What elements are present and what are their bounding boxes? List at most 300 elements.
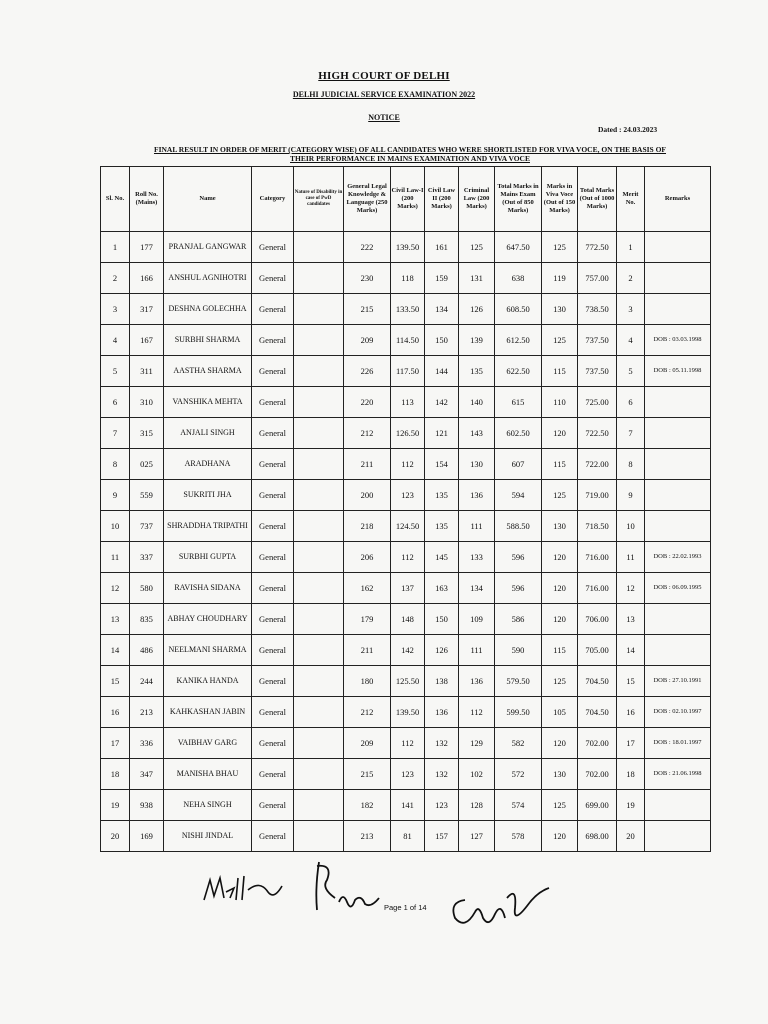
remarks-cell [645, 418, 711, 449]
col-merit-no-header: Merit No. [617, 167, 645, 232]
category-cell: General [252, 573, 294, 604]
civil-law-2-cell: 157 [425, 821, 459, 852]
sl-no-cell: 11 [101, 542, 130, 573]
merit-no-cell: 7 [617, 418, 645, 449]
criminal-law-cell: 125 [459, 232, 495, 263]
roll-no-cell: 337 [130, 542, 164, 573]
roll-no-cell: 580 [130, 573, 164, 604]
name-cell: KANIKA HANDA [164, 666, 252, 697]
roll-no-cell: 486 [130, 635, 164, 666]
roll-no-cell: 177 [130, 232, 164, 263]
merit-no-cell: 17 [617, 728, 645, 759]
civil-law-2-cell: 135 [425, 480, 459, 511]
total-mains-cell: 578 [495, 821, 542, 852]
merit-no-cell: 4 [617, 325, 645, 356]
merit-no-cell: 14 [617, 635, 645, 666]
viva-voce-cell: 120 [542, 728, 578, 759]
category-cell: General [252, 542, 294, 573]
civil-law-1-cell: 123 [391, 759, 425, 790]
viva-voce-cell: 115 [542, 635, 578, 666]
criminal-law-cell: 131 [459, 263, 495, 294]
merit-no-cell: 12 [617, 573, 645, 604]
category-cell: General [252, 728, 294, 759]
disability-cell [294, 604, 344, 635]
remarks-cell: DOB : 03.03.1998 [645, 325, 711, 356]
merit-no-cell: 9 [617, 480, 645, 511]
roll-no-cell: 244 [130, 666, 164, 697]
civil-law-2-cell: 121 [425, 418, 459, 449]
table-row [101, 511, 711, 542]
merit-no-cell: 10 [617, 511, 645, 542]
name-cell: ARADHANA [164, 449, 252, 480]
civil-law-2-cell: 161 [425, 232, 459, 263]
civil-law-1-cell: 139.50 [391, 697, 425, 728]
sl-no-cell: 14 [101, 635, 130, 666]
table-row [101, 449, 711, 480]
sl-no-cell: 12 [101, 573, 130, 604]
name-cell: ANSHUL AGNIHOTRI [164, 263, 252, 294]
civil-law-1-cell: 139.50 [391, 232, 425, 263]
name-cell: PRANJAL GANGWAR [164, 232, 252, 263]
remarks-cell [645, 635, 711, 666]
category-cell: General [252, 263, 294, 294]
merit-no-cell: 15 [617, 666, 645, 697]
civil-law-2-cell: 132 [425, 759, 459, 790]
table-row [101, 697, 711, 728]
criminal-law-cell: 112 [459, 697, 495, 728]
civil-law-1-cell: 117.50 [391, 356, 425, 387]
remarks-cell: DOB : 21.06.1998 [645, 759, 711, 790]
name-cell: VANSHIKA MEHTA [164, 387, 252, 418]
disability-cell [294, 790, 344, 821]
civil-law-1-cell: 125.50 [391, 666, 425, 697]
viva-voce-cell: 130 [542, 294, 578, 325]
remarks-cell [645, 480, 711, 511]
total-marks-cell: 702.00 [578, 759, 617, 790]
remarks-cell [645, 232, 711, 263]
name-cell: MANISHA BHAU [164, 759, 252, 790]
total-mains-cell: 582 [495, 728, 542, 759]
table-row [101, 325, 711, 356]
col-disability-header: Nature of Disability in case of PwD candidates [294, 167, 344, 232]
viva-voce-cell: 115 [542, 356, 578, 387]
col-viva-voce-header: Marks in Viva Voce (Out of 150 Marks) [542, 167, 578, 232]
name-cell: ABHAY CHOUDHARY [164, 604, 252, 635]
category-cell: General [252, 697, 294, 728]
civil-law-2-cell: 154 [425, 449, 459, 480]
merit-no-cell: 19 [617, 790, 645, 821]
criminal-law-cell: 136 [459, 480, 495, 511]
disability-cell [294, 666, 344, 697]
table-row [101, 790, 711, 821]
name-cell: ANJALI SINGH [164, 418, 252, 449]
col-name-header: Name [164, 167, 252, 232]
civil-law-1-cell: 118 [391, 263, 425, 294]
total-marks-cell: 698.00 [578, 821, 617, 852]
category-cell: General [252, 356, 294, 387]
remarks-cell: DOB : 02.10.1997 [645, 697, 711, 728]
notice-title: NOTICE [368, 113, 400, 122]
civil-law-2-cell: 144 [425, 356, 459, 387]
col-total-marks-header: Total Marks (Out of 1000 Marks) [578, 167, 617, 232]
general-legal-cell: 182 [344, 790, 391, 821]
sl-no-cell: 18 [101, 759, 130, 790]
sl-no-cell: 3 [101, 294, 130, 325]
table-row [101, 480, 711, 511]
total-mains-cell: 607 [495, 449, 542, 480]
category-cell: General [252, 604, 294, 635]
criminal-law-cell: 111 [459, 511, 495, 542]
disability-cell [294, 232, 344, 263]
col-civil-law-2-header: Civil Law II (200 Marks) [425, 167, 459, 232]
civil-law-2-cell: 159 [425, 263, 459, 294]
name-cell: SUKRITI JHA [164, 480, 252, 511]
signature-3 [445, 878, 555, 938]
remarks-cell [645, 263, 711, 294]
general-legal-cell: 200 [344, 480, 391, 511]
total-marks-cell: 704.50 [578, 666, 617, 697]
disability-cell [294, 759, 344, 790]
sl-no-cell: 7 [101, 418, 130, 449]
civil-law-1-cell: 124.50 [391, 511, 425, 542]
category-cell: General [252, 232, 294, 263]
roll-no-cell: 317 [130, 294, 164, 325]
sl-no-cell: 20 [101, 821, 130, 852]
table-row [101, 604, 711, 635]
viva-voce-cell: 125 [542, 666, 578, 697]
merit-no-cell: 6 [617, 387, 645, 418]
total-marks-cell: 718.50 [578, 511, 617, 542]
criminal-law-cell: 127 [459, 821, 495, 852]
roll-no-cell: 315 [130, 418, 164, 449]
remarks-cell: DOB : 06.09.1995 [645, 573, 711, 604]
total-mains-cell: 596 [495, 573, 542, 604]
civil-law-1-cell: 113 [391, 387, 425, 418]
total-mains-cell: 612.50 [495, 325, 542, 356]
final-result-line-2: THEIR PERFORMANCE IN MAINS EXAMINATION AND VIVA VOCE [290, 154, 530, 163]
total-mains-cell: 594 [495, 480, 542, 511]
civil-law-1-cell: 133.50 [391, 294, 425, 325]
col-general-legal-header: General Legal Knowledge & Language (250 Marks) [344, 167, 391, 232]
total-mains-cell: 622.50 [495, 356, 542, 387]
disability-cell [294, 635, 344, 666]
disability-cell [294, 728, 344, 759]
viva-voce-cell: 105 [542, 697, 578, 728]
criminal-law-cell: 135 [459, 356, 495, 387]
name-cell: SURBHI SHARMA [164, 325, 252, 356]
civil-law-2-cell: 150 [425, 325, 459, 356]
disability-cell [294, 480, 344, 511]
table-row [101, 356, 711, 387]
criminal-law-cell: 133 [459, 542, 495, 573]
total-marks-cell: 737.50 [578, 356, 617, 387]
disability-cell [294, 449, 344, 480]
sl-no-cell: 5 [101, 356, 130, 387]
total-marks-cell: 737.50 [578, 325, 617, 356]
viva-voce-cell: 120 [542, 542, 578, 573]
total-marks-cell: 702.00 [578, 728, 617, 759]
category-cell: General [252, 666, 294, 697]
total-mains-cell: 574 [495, 790, 542, 821]
disability-cell [294, 697, 344, 728]
table-row [101, 418, 711, 449]
remarks-cell [645, 604, 711, 635]
category-cell: General [252, 294, 294, 325]
merit-no-cell: 2 [617, 263, 645, 294]
sl-no-cell: 2 [101, 263, 130, 294]
merit-no-cell: 20 [617, 821, 645, 852]
total-marks-cell: 705.00 [578, 635, 617, 666]
signature-2 [305, 858, 385, 918]
viva-voce-cell: 130 [542, 511, 578, 542]
roll-no-cell: 559 [130, 480, 164, 511]
table-row [101, 542, 711, 573]
general-legal-cell: 222 [344, 232, 391, 263]
roll-no-cell: 167 [130, 325, 164, 356]
final-result-line-1: FINAL RESULT IN ORDER OF MERIT (CATEGORY WISE) OF ALL CANDIDATES WHO WERE SHORTLISTED FOR VIVA VOCE, ON THE BASIS OF [153, 145, 667, 154]
civil-law-1-cell: 148 [391, 604, 425, 635]
signature-1 [200, 870, 295, 915]
merit-no-cell: 8 [617, 449, 645, 480]
category-cell: General [252, 511, 294, 542]
sl-no-cell: 4 [101, 325, 130, 356]
viva-voce-cell: 110 [542, 387, 578, 418]
name-cell: VAIBHAV GARG [164, 728, 252, 759]
remarks-cell: DOB : 22.02.1993 [645, 542, 711, 573]
general-legal-cell: 206 [344, 542, 391, 573]
general-legal-cell: 211 [344, 635, 391, 666]
disability-cell [294, 821, 344, 852]
roll-no-cell: 311 [130, 356, 164, 387]
sl-no-cell: 16 [101, 697, 130, 728]
roll-no-cell: 336 [130, 728, 164, 759]
total-marks-cell: 716.00 [578, 573, 617, 604]
sl-no-cell: 1 [101, 232, 130, 263]
total-mains-cell: 590 [495, 635, 542, 666]
criminal-law-cell: 111 [459, 635, 495, 666]
viva-voce-cell: 130 [542, 759, 578, 790]
criminal-law-cell: 130 [459, 449, 495, 480]
criminal-law-cell: 126 [459, 294, 495, 325]
civil-law-1-cell: 142 [391, 635, 425, 666]
general-legal-cell: 209 [344, 325, 391, 356]
sl-no-cell: 13 [101, 604, 130, 635]
table-row [101, 263, 711, 294]
roll-no-cell: 310 [130, 387, 164, 418]
merit-no-cell: 5 [617, 356, 645, 387]
civil-law-2-cell: 134 [425, 294, 459, 325]
page-number: Page 1 of 14 [384, 903, 427, 912]
total-mains-cell: 572 [495, 759, 542, 790]
table-row [101, 294, 711, 325]
table-row [101, 387, 711, 418]
disability-cell [294, 418, 344, 449]
civil-law-2-cell: 138 [425, 666, 459, 697]
sl-no-cell: 6 [101, 387, 130, 418]
criminal-law-cell: 129 [459, 728, 495, 759]
viva-voce-cell: 120 [542, 418, 578, 449]
general-legal-cell: 180 [344, 666, 391, 697]
criminal-law-cell: 143 [459, 418, 495, 449]
table-header-row [101, 167, 711, 232]
category-cell: General [252, 480, 294, 511]
general-legal-cell: 212 [344, 697, 391, 728]
remarks-cell: DOB : 27.10.1991 [645, 666, 711, 697]
criminal-law-cell: 102 [459, 759, 495, 790]
civil-law-2-cell: 136 [425, 697, 459, 728]
remarks-cell [645, 790, 711, 821]
total-mains-cell: 588.50 [495, 511, 542, 542]
disability-cell [294, 511, 344, 542]
general-legal-cell: 209 [344, 728, 391, 759]
total-mains-cell: 608.50 [495, 294, 542, 325]
roll-no-cell: 025 [130, 449, 164, 480]
name-cell: RAVISHA SIDANA [164, 573, 252, 604]
category-cell: General [252, 325, 294, 356]
viva-voce-cell: 120 [542, 821, 578, 852]
remarks-cell [645, 449, 711, 480]
civil-law-2-cell: 135 [425, 511, 459, 542]
name-cell: AASTHA SHARMA [164, 356, 252, 387]
roll-no-cell: 737 [130, 511, 164, 542]
general-legal-cell: 220 [344, 387, 391, 418]
civil-law-2-cell: 132 [425, 728, 459, 759]
disability-cell [294, 387, 344, 418]
results-table [100, 166, 711, 852]
roll-no-cell: 213 [130, 697, 164, 728]
disability-cell [294, 294, 344, 325]
total-marks-cell: 757.00 [578, 263, 617, 294]
general-legal-cell: 213 [344, 821, 391, 852]
civil-law-1-cell: 112 [391, 728, 425, 759]
viva-voce-cell: 120 [542, 573, 578, 604]
viva-voce-cell: 125 [542, 480, 578, 511]
name-cell: DESHNA GOLECHHA [164, 294, 252, 325]
total-marks-cell: 699.00 [578, 790, 617, 821]
col-remarks-header: Remarks [645, 167, 711, 232]
remarks-cell [645, 511, 711, 542]
disability-cell [294, 325, 344, 356]
total-mains-cell: 647.50 [495, 232, 542, 263]
remarks-cell [645, 294, 711, 325]
sl-no-cell: 17 [101, 728, 130, 759]
civil-law-2-cell: 142 [425, 387, 459, 418]
merit-no-cell: 1 [617, 232, 645, 263]
criminal-law-cell: 140 [459, 387, 495, 418]
table-row [101, 821, 711, 852]
total-mains-cell: 579.50 [495, 666, 542, 697]
civil-law-2-cell: 145 [425, 542, 459, 573]
roll-no-cell: 169 [130, 821, 164, 852]
general-legal-cell: 212 [344, 418, 391, 449]
name-cell: NISHI JINDAL [164, 821, 252, 852]
total-marks-cell: 719.00 [578, 480, 617, 511]
col-civil-law-1-header: Civil Law-I (200 Marks) [391, 167, 425, 232]
sl-no-cell: 15 [101, 666, 130, 697]
sl-no-cell: 10 [101, 511, 130, 542]
col-sl-no-header: Sl. No. [101, 167, 130, 232]
civil-law-1-cell: 137 [391, 573, 425, 604]
remarks-cell: DOB : 18.01.1997 [645, 728, 711, 759]
category-cell: General [252, 418, 294, 449]
merit-no-cell: 16 [617, 697, 645, 728]
roll-no-cell: 835 [130, 604, 164, 635]
viva-voce-cell: 120 [542, 604, 578, 635]
category-cell: General [252, 759, 294, 790]
merit-no-cell: 18 [617, 759, 645, 790]
category-cell: General [252, 821, 294, 852]
civil-law-1-cell: 123 [391, 480, 425, 511]
total-mains-cell: 615 [495, 387, 542, 418]
dated-text: Dated : 24.03.2023 [598, 125, 658, 134]
viva-voce-cell: 119 [542, 263, 578, 294]
total-marks-cell: 704.50 [578, 697, 617, 728]
total-mains-cell: 599.50 [495, 697, 542, 728]
criminal-law-cell: 136 [459, 666, 495, 697]
civil-law-2-cell: 163 [425, 573, 459, 604]
court-title: HIGH COURT OF DELHI [318, 70, 450, 82]
merit-no-cell: 11 [617, 542, 645, 573]
name-cell: KAHKASHAN JABIN [164, 697, 252, 728]
general-legal-cell: 179 [344, 604, 391, 635]
civil-law-2-cell: 126 [425, 635, 459, 666]
category-cell: General [252, 387, 294, 418]
table-row [101, 232, 711, 263]
viva-voce-cell: 125 [542, 790, 578, 821]
civil-law-1-cell: 112 [391, 542, 425, 573]
total-mains-cell: 638 [495, 263, 542, 294]
remarks-cell [645, 821, 711, 852]
civil-law-1-cell: 81 [391, 821, 425, 852]
sl-no-cell: 8 [101, 449, 130, 480]
general-legal-cell: 162 [344, 573, 391, 604]
col-category-header: Category [252, 167, 294, 232]
civil-law-1-cell: 114.50 [391, 325, 425, 356]
total-marks-cell: 725.00 [578, 387, 617, 418]
remarks-cell: DOB : 05.11.1998 [645, 356, 711, 387]
general-legal-cell: 211 [344, 449, 391, 480]
remarks-cell [645, 387, 711, 418]
table-row [101, 666, 711, 697]
civil-law-1-cell: 126.50 [391, 418, 425, 449]
name-cell: SHRADDHA TRIPATHI [164, 511, 252, 542]
total-marks-cell: 722.00 [578, 449, 617, 480]
civil-law-1-cell: 141 [391, 790, 425, 821]
category-cell: General [252, 449, 294, 480]
table-row [101, 728, 711, 759]
table-row [101, 759, 711, 790]
general-legal-cell: 230 [344, 263, 391, 294]
table-body [101, 232, 711, 852]
sl-no-cell: 9 [101, 480, 130, 511]
merit-no-cell: 13 [617, 604, 645, 635]
roll-no-cell: 347 [130, 759, 164, 790]
total-marks-cell: 722.50 [578, 418, 617, 449]
roll-no-cell: 166 [130, 263, 164, 294]
total-mains-cell: 596 [495, 542, 542, 573]
disability-cell [294, 542, 344, 573]
merit-no-cell: 3 [617, 294, 645, 325]
civil-law-1-cell: 112 [391, 449, 425, 480]
criminal-law-cell: 109 [459, 604, 495, 635]
name-cell: SURBHI GUPTA [164, 542, 252, 573]
col-roll-no-header: Roll No. (Mains) [130, 167, 164, 232]
disability-cell [294, 263, 344, 294]
total-mains-cell: 586 [495, 604, 542, 635]
viva-voce-cell: 125 [542, 232, 578, 263]
exam-title: DELHI JUDICIAL SERVICE EXAMINATION 2022 [292, 90, 476, 99]
table-row [101, 573, 711, 604]
